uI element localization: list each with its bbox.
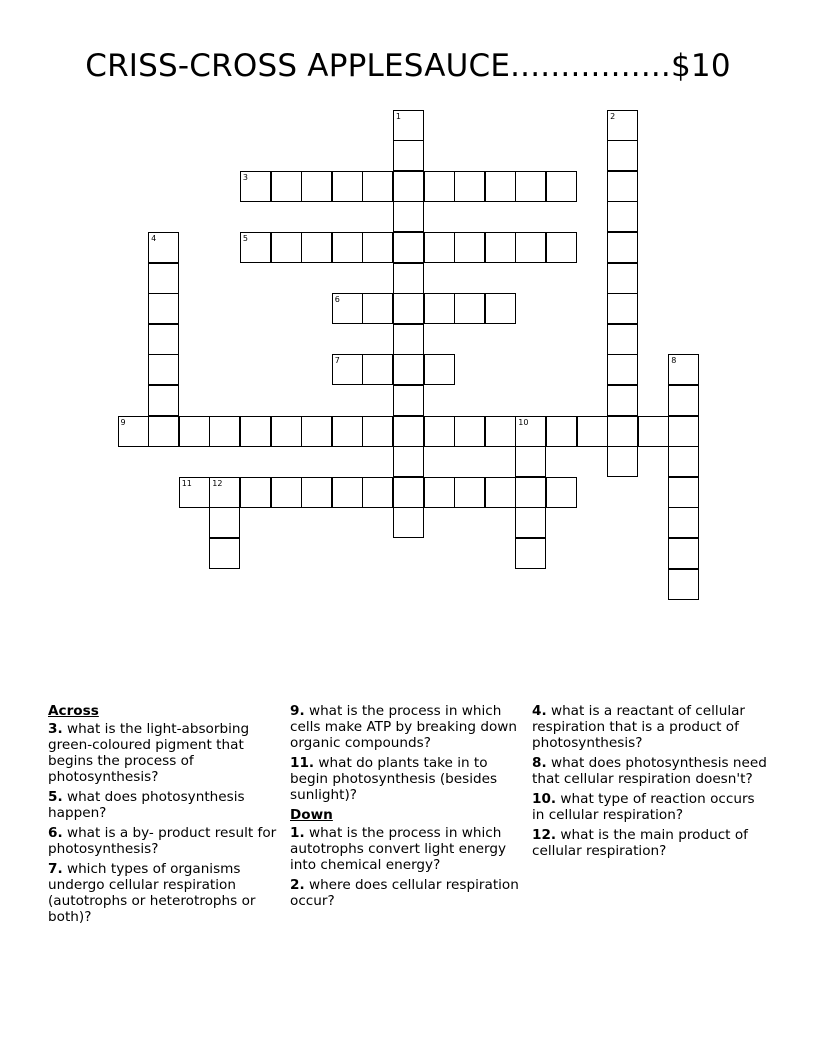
clue-number: 2 <box>610 111 616 121</box>
grid-cell[interactable] <box>607 446 638 477</box>
grid-cell[interactable] <box>393 416 424 447</box>
grid-cell[interactable] <box>515 446 546 477</box>
grid-cell[interactable] <box>362 232 393 263</box>
grid-cell[interactable] <box>668 507 699 538</box>
grid-cell[interactable] <box>607 416 638 447</box>
grid-cell[interactable] <box>393 110 424 141</box>
clue-across-7: 7. which types of organisms undergo cellular respiration (autotrophs or heterotrophs or both)? <box>48 861 256 925</box>
grid-cell[interactable] <box>301 416 332 447</box>
clue-number: 10 <box>518 417 529 427</box>
grid-cell[interactable] <box>148 416 179 447</box>
clue-number: 12 <box>212 478 223 488</box>
grid-cell[interactable] <box>668 416 699 447</box>
grid-cell[interactable] <box>515 416 546 447</box>
grid-cell[interactable] <box>668 385 699 416</box>
grid-cell[interactable] <box>424 354 455 385</box>
grid-cell[interactable] <box>362 354 393 385</box>
grid-cell[interactable] <box>607 293 638 324</box>
clue-down-8: 8. what does photosynthesis need that cellular respiration doesn't? <box>532 755 767 787</box>
grid-cell[interactable] <box>668 446 699 477</box>
grid-cell[interactable] <box>271 416 302 447</box>
grid-cell[interactable] <box>485 171 516 202</box>
grid-cell[interactable] <box>148 232 179 263</box>
grid-cell[interactable] <box>485 477 516 508</box>
clue-across-11: 11. what do plants take in to begin photosynthesis (besides sunlight)? <box>290 755 498 803</box>
grid-cell[interactable] <box>240 477 271 508</box>
grid-cell[interactable] <box>607 324 638 355</box>
grid-cell[interactable] <box>148 324 179 355</box>
clue-down-2: 2. where does cellular respiration occur? <box>290 877 519 909</box>
grid-cell[interactable] <box>393 324 424 355</box>
grid-cell[interactable] <box>301 477 332 508</box>
clue-number: 5 <box>242 233 248 243</box>
grid-cell[interactable] <box>607 232 638 263</box>
grid-cell[interactable] <box>240 232 271 263</box>
grid-cell[interactable] <box>393 140 424 171</box>
grid-cell[interactable] <box>393 354 424 385</box>
clue-column-1 <box>48 703 284 929</box>
grid-cell[interactable] <box>454 477 485 508</box>
clue-across-3: 3. what is the light-absorbing green-coloured pigment that begins the process of photosynthesis? <box>48 721 250 785</box>
grid-cell[interactable] <box>148 293 179 324</box>
grid-cell[interactable] <box>668 354 699 385</box>
grid-cell[interactable] <box>393 385 424 416</box>
grid-cell[interactable] <box>515 538 546 569</box>
page-title: CRISS-CROSS APPLESAUCE................$10 <box>85 48 731 84</box>
grid-cell[interactable] <box>179 416 210 447</box>
grid-cell[interactable] <box>515 507 546 538</box>
grid-cell[interactable] <box>271 232 302 263</box>
grid-cell[interactable] <box>240 416 271 447</box>
grid-cell[interactable] <box>668 538 699 569</box>
clue-down-12: 12. what is the main product of cellular respiration? <box>532 827 748 859</box>
grid-cell[interactable] <box>515 171 546 202</box>
grid-cell[interactable] <box>546 416 577 447</box>
grid-cell[interactable] <box>148 263 179 294</box>
grid-cell[interactable] <box>362 416 393 447</box>
clue-column-2 <box>290 703 526 913</box>
clue-number: 9 <box>120 417 126 427</box>
clue-number: 1 <box>395 111 401 121</box>
grid-cell[interactable] <box>393 293 424 324</box>
grid-cell[interactable] <box>607 140 638 171</box>
grid-cell[interactable] <box>393 477 424 508</box>
clue-number: 3 <box>242 172 248 182</box>
grid-cell[interactable] <box>301 232 332 263</box>
grid-cell[interactable] <box>362 171 393 202</box>
grid-cell[interactable] <box>332 416 363 447</box>
grid-cell[interactable] <box>424 293 455 324</box>
clue-across-9: 9. what is the process in which cells make ATP by breaking down organic compounds? <box>290 703 518 751</box>
grid-cell[interactable] <box>424 416 455 447</box>
clue-down-10: 10. what type of reaction occurs in cellular respiration? <box>532 791 755 823</box>
grid-cell[interactable] <box>209 538 240 569</box>
grid-cell[interactable] <box>454 232 485 263</box>
grid-cell[interactable] <box>179 477 210 508</box>
grid-cell[interactable] <box>118 416 149 447</box>
grid-cell[interactable] <box>485 293 516 324</box>
grid-cell[interactable] <box>515 477 546 508</box>
grid-cell[interactable] <box>209 507 240 538</box>
clue-number: 4 <box>151 233 157 243</box>
clue-across-5: 5. what does photosynthesis happen? <box>48 789 245 821</box>
grid-cell[interactable] <box>668 569 699 600</box>
grid-cell[interactable] <box>301 171 332 202</box>
grid-cell[interactable] <box>424 171 455 202</box>
down-heading: Down <box>290 807 333 823</box>
grid-cell[interactable] <box>577 416 608 447</box>
clue-down-1: 1. what is the process in which autotrophs convert light energy into chemical energy? <box>290 825 507 873</box>
grid-cell[interactable] <box>332 171 363 202</box>
grid-cell[interactable] <box>607 110 638 141</box>
grid-cell[interactable] <box>454 293 485 324</box>
clue-across-6: 6. what is a by- product result for photosynthesis? <box>48 825 277 857</box>
grid-cell[interactable] <box>332 232 363 263</box>
grid-cell[interactable] <box>393 507 424 538</box>
grid-cell[interactable] <box>546 232 577 263</box>
clue-number: 8 <box>671 356 677 366</box>
grid-cell[interactable] <box>485 232 516 263</box>
grid-cell[interactable] <box>271 477 302 508</box>
grid-cell[interactable] <box>209 416 240 447</box>
grid-cell[interactable] <box>393 446 424 477</box>
grid-cell[interactable] <box>240 171 271 202</box>
clue-number: 7 <box>334 356 340 366</box>
grid-cell[interactable] <box>546 477 577 508</box>
grid-cell[interactable] <box>424 477 455 508</box>
clue-down-4: 4. what is a reactant of cellular respiration that is a product of photosynthesis? <box>532 703 746 751</box>
grid-cell[interactable] <box>362 477 393 508</box>
grid-cell[interactable] <box>332 293 363 324</box>
grid-cell[interactable] <box>393 171 424 202</box>
grid-cell[interactable] <box>607 201 638 232</box>
grid-cell[interactable] <box>485 416 516 447</box>
across-heading: Across <box>48 703 99 719</box>
grid-cell[interactable] <box>454 416 485 447</box>
grid-cell[interactable] <box>607 263 638 294</box>
grid-cell[interactable] <box>148 354 179 385</box>
grid-cell[interactable] <box>607 171 638 202</box>
grid-cell[interactable] <box>668 477 699 508</box>
clue-number: 11 <box>181 478 192 488</box>
clue-number: 6 <box>334 295 340 305</box>
grid-cell[interactable] <box>332 477 363 508</box>
grid-cell[interactable] <box>424 232 455 263</box>
grid-cell[interactable] <box>271 171 302 202</box>
clue-column-3 <box>532 703 768 863</box>
grid-cell[interactable] <box>332 354 363 385</box>
grid-cell[interactable] <box>638 416 669 447</box>
grid-cell[interactable] <box>209 477 240 508</box>
grid-cell[interactable] <box>454 171 485 202</box>
grid-cell[interactable] <box>393 232 424 263</box>
grid-cell[interactable] <box>393 263 424 294</box>
grid-cell[interactable] <box>515 232 546 263</box>
grid-cell[interactable] <box>148 385 179 416</box>
grid-cell[interactable] <box>546 171 577 202</box>
grid-cell[interactable] <box>607 354 638 385</box>
grid-cell[interactable] <box>393 201 424 232</box>
grid-cell[interactable] <box>607 385 638 416</box>
grid-cell[interactable] <box>362 293 393 324</box>
